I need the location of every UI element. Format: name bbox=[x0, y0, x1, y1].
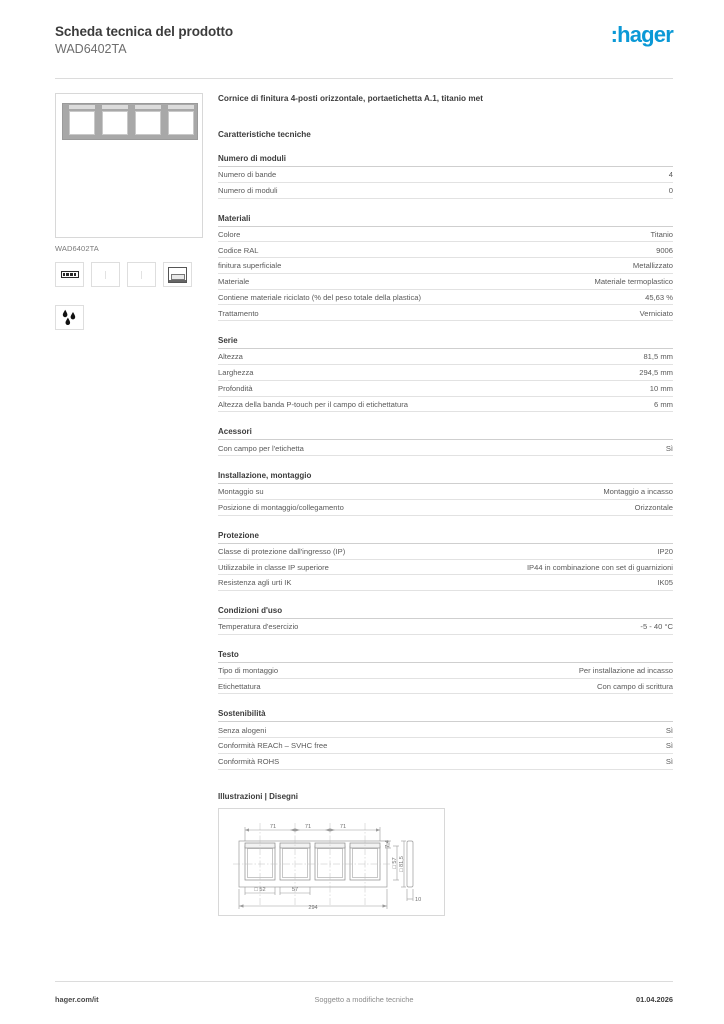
spec-value: Titanio bbox=[650, 229, 673, 239]
spec-value: 10 mm bbox=[649, 384, 673, 393]
spec-value: Sì bbox=[665, 725, 673, 735]
dim-window-width: 57 bbox=[291, 886, 299, 893]
drawings-title: Illustrazioni | Disegni bbox=[218, 791, 299, 801]
spec-label: Materiale bbox=[218, 277, 250, 287]
spec-value: Sì bbox=[665, 443, 673, 453]
product-reference: WAD6402TA bbox=[55, 42, 127, 56]
spec-group-title: Sostenibilità bbox=[218, 709, 673, 722]
spec-group-title: Protezione bbox=[218, 531, 673, 544]
spec-group bbox=[218, 336, 673, 412]
spec-row bbox=[218, 167, 673, 183]
dim-strip-height: 7,4 bbox=[385, 839, 391, 848]
frame-window-3 bbox=[135, 111, 161, 135]
spec-row bbox=[218, 397, 673, 413]
page-title: Scheda tecnica del prodotto bbox=[55, 24, 234, 39]
modules-count-icon[interactable] bbox=[55, 262, 84, 287]
spec-value: Sì bbox=[665, 741, 673, 751]
page-footer bbox=[55, 995, 673, 1004]
dim-total-height: □ 81,5 bbox=[399, 855, 405, 872]
spec-label: finitura superficiale bbox=[218, 261, 282, 271]
spec-groups bbox=[218, 154, 673, 770]
spec-row bbox=[218, 349, 673, 365]
spec-row bbox=[218, 560, 673, 576]
spec-group bbox=[218, 650, 673, 695]
spec-label: Tipo di montaggio bbox=[218, 666, 279, 676]
attribute-icon-row-2 bbox=[55, 296, 203, 330]
spec-value: Per installazione ad incasso bbox=[578, 666, 673, 676]
drawings-section bbox=[218, 792, 673, 916]
spec-row bbox=[218, 305, 673, 321]
spec-row bbox=[218, 575, 673, 591]
spec-group-title: Materiali bbox=[218, 214, 673, 227]
spec-value: IP44 in combinazione con set di guarnizioni bbox=[526, 562, 673, 572]
frame-window-2 bbox=[102, 111, 128, 135]
spec-row bbox=[218, 619, 673, 635]
spec-value: IK05 bbox=[657, 578, 673, 588]
spec-group-title: Testo bbox=[218, 650, 673, 663]
spec-label: Altezza della banda P-touch per il campo di etichettatura bbox=[218, 399, 408, 409]
spec-row bbox=[218, 440, 673, 456]
spec-label: Numero di bande bbox=[218, 170, 277, 180]
spec-label: Numero di moduli bbox=[218, 185, 278, 195]
spec-row bbox=[218, 754, 673, 770]
spec-value: IP20 bbox=[657, 546, 673, 556]
attribute-icon-row bbox=[55, 262, 203, 287]
product-description: Cornice di finitura 4-posti orizzontale, portaetichetta A.1, titanio met bbox=[218, 94, 483, 103]
spec-label: Conformità REACh – SVHC free bbox=[218, 741, 328, 751]
dim-window-height: □ 57 bbox=[392, 857, 398, 869]
label-field-glyph bbox=[168, 267, 187, 283]
label-strip-2 bbox=[102, 105, 128, 109]
spec-value: 0 bbox=[668, 185, 673, 195]
spec-row bbox=[218, 183, 673, 199]
spec-row bbox=[218, 484, 673, 500]
spec-row bbox=[218, 290, 673, 306]
spec-group bbox=[218, 154, 673, 199]
frame-illustration bbox=[62, 103, 198, 140]
spec-group bbox=[218, 709, 673, 769]
spec-label: Etichettatura bbox=[218, 681, 261, 691]
spec-value: 4 bbox=[668, 170, 673, 180]
spec-group-title: Acessori bbox=[218, 427, 673, 440]
spec-label: Altezza bbox=[218, 352, 243, 362]
hager-logo: :hager bbox=[610, 22, 673, 47]
label-field-icon[interactable] bbox=[163, 262, 192, 287]
label-strip-3 bbox=[135, 105, 161, 109]
spec-group-title: Installazione, montaggio bbox=[218, 471, 673, 484]
label-strip-1 bbox=[69, 105, 95, 109]
spec-value: 81,5 mm bbox=[643, 352, 673, 362]
spec-group-title: Condizioni d'uso bbox=[218, 606, 673, 619]
spec-value: -5 - 40 °C bbox=[640, 622, 673, 632]
spec-row bbox=[218, 227, 673, 243]
spec-label: Profondità bbox=[218, 384, 253, 393]
spec-value: Materiale termoplastico bbox=[594, 277, 673, 287]
spec-label: Colore bbox=[218, 229, 241, 239]
spec-label: Senza alogeni bbox=[218, 725, 267, 735]
modules-count-glyph bbox=[61, 271, 79, 278]
spec-label: Trattamento bbox=[218, 308, 259, 318]
dim-depth: 10 bbox=[415, 896, 422, 903]
tech-specs-heading: Caratteristiche tecniche bbox=[218, 130, 311, 139]
product-media-column bbox=[55, 93, 203, 330]
spec-group bbox=[218, 214, 673, 322]
spec-group-title: Numero di moduli bbox=[218, 154, 673, 167]
spec-group bbox=[218, 606, 673, 635]
footer-divider bbox=[55, 981, 673, 982]
spec-value: Con campo di scrittura bbox=[597, 681, 673, 691]
spec-label: Con campo per l'etichetta bbox=[218, 443, 304, 453]
tick-icon-1[interactable] bbox=[91, 262, 120, 287]
frame-window-1 bbox=[69, 111, 95, 135]
page-header bbox=[55, 22, 673, 70]
frame-window-4 bbox=[168, 111, 194, 135]
spec-row bbox=[218, 722, 673, 738]
spec-value: Orizzontale bbox=[634, 503, 673, 513]
spec-group-title: Serie bbox=[218, 336, 673, 349]
spec-row bbox=[218, 242, 673, 258]
spec-value: Montaggio a incasso bbox=[603, 487, 673, 497]
spec-row bbox=[218, 500, 673, 516]
spec-row bbox=[218, 544, 673, 560]
spec-row bbox=[218, 365, 673, 381]
spec-group bbox=[218, 531, 673, 591]
spec-row bbox=[218, 679, 673, 695]
spec-label: Resistenza agli urti IK bbox=[218, 578, 292, 588]
spec-value: Sì bbox=[665, 757, 673, 767]
spec-row bbox=[218, 258, 673, 274]
dim-window-square: □ 52 bbox=[254, 886, 266, 893]
spec-label: Contiene materiale riciclato (% del peso totale della plastica) bbox=[218, 292, 422, 302]
spec-label: Posizione di montaggio/collegamento bbox=[218, 503, 344, 513]
technical-drawing[interactable] bbox=[218, 808, 445, 916]
spec-label: Classe di protezione dall'ingresso (IP) bbox=[218, 546, 346, 556]
spec-label: Larghezza bbox=[218, 368, 254, 378]
spec-value: 6 mm bbox=[654, 399, 673, 409]
dim-pitch-2: 71 bbox=[304, 823, 312, 830]
spec-group bbox=[218, 471, 673, 516]
tick-icon-2[interactable] bbox=[127, 262, 156, 287]
dim-total-width: 294 bbox=[308, 904, 318, 911]
spec-row bbox=[218, 663, 673, 679]
spec-label: Montaggio su bbox=[218, 487, 264, 497]
footer-site-link[interactable]: hager.com/it bbox=[55, 995, 99, 1004]
spec-label: Utilizzabile in classe IP superiore bbox=[218, 562, 329, 572]
spec-label: Temperatura d'esercizio bbox=[218, 622, 299, 632]
spec-value: 9006 bbox=[656, 245, 673, 255]
dim-pitch-3: 71 bbox=[339, 823, 347, 830]
tick-glyph-2 bbox=[141, 271, 142, 279]
header-titles bbox=[55, 22, 233, 57]
tick-glyph-1 bbox=[105, 271, 106, 279]
technical-drawing-svg bbox=[219, 809, 444, 915]
spec-label: Codice RAL bbox=[218, 245, 259, 255]
water-drops-glyph bbox=[60, 309, 80, 327]
spec-value: Verniciato bbox=[639, 308, 673, 318]
specifications-column bbox=[218, 93, 673, 916]
spec-value: 294,5 mm bbox=[639, 368, 673, 378]
spec-group bbox=[218, 427, 673, 456]
spec-value: 45,63 % bbox=[645, 292, 673, 302]
dim-pitch-1: 71 bbox=[269, 823, 277, 830]
spec-row bbox=[218, 381, 673, 397]
footer-note: Soggetto a modifiche tecniche bbox=[314, 995, 414, 1004]
spec-label: Conformità ROHS bbox=[218, 757, 280, 767]
product-image[interactable] bbox=[55, 93, 203, 238]
footer-date: 01.04.2026 bbox=[636, 995, 673, 1004]
water-drops-icon[interactable] bbox=[55, 305, 84, 330]
spec-row bbox=[218, 274, 673, 290]
label-strip-4 bbox=[168, 105, 194, 109]
product-image-caption: WAD6402TA bbox=[55, 244, 99, 253]
spec-row bbox=[218, 738, 673, 754]
spec-value: Metallizzato bbox=[632, 261, 673, 271]
header-divider bbox=[55, 78, 673, 79]
